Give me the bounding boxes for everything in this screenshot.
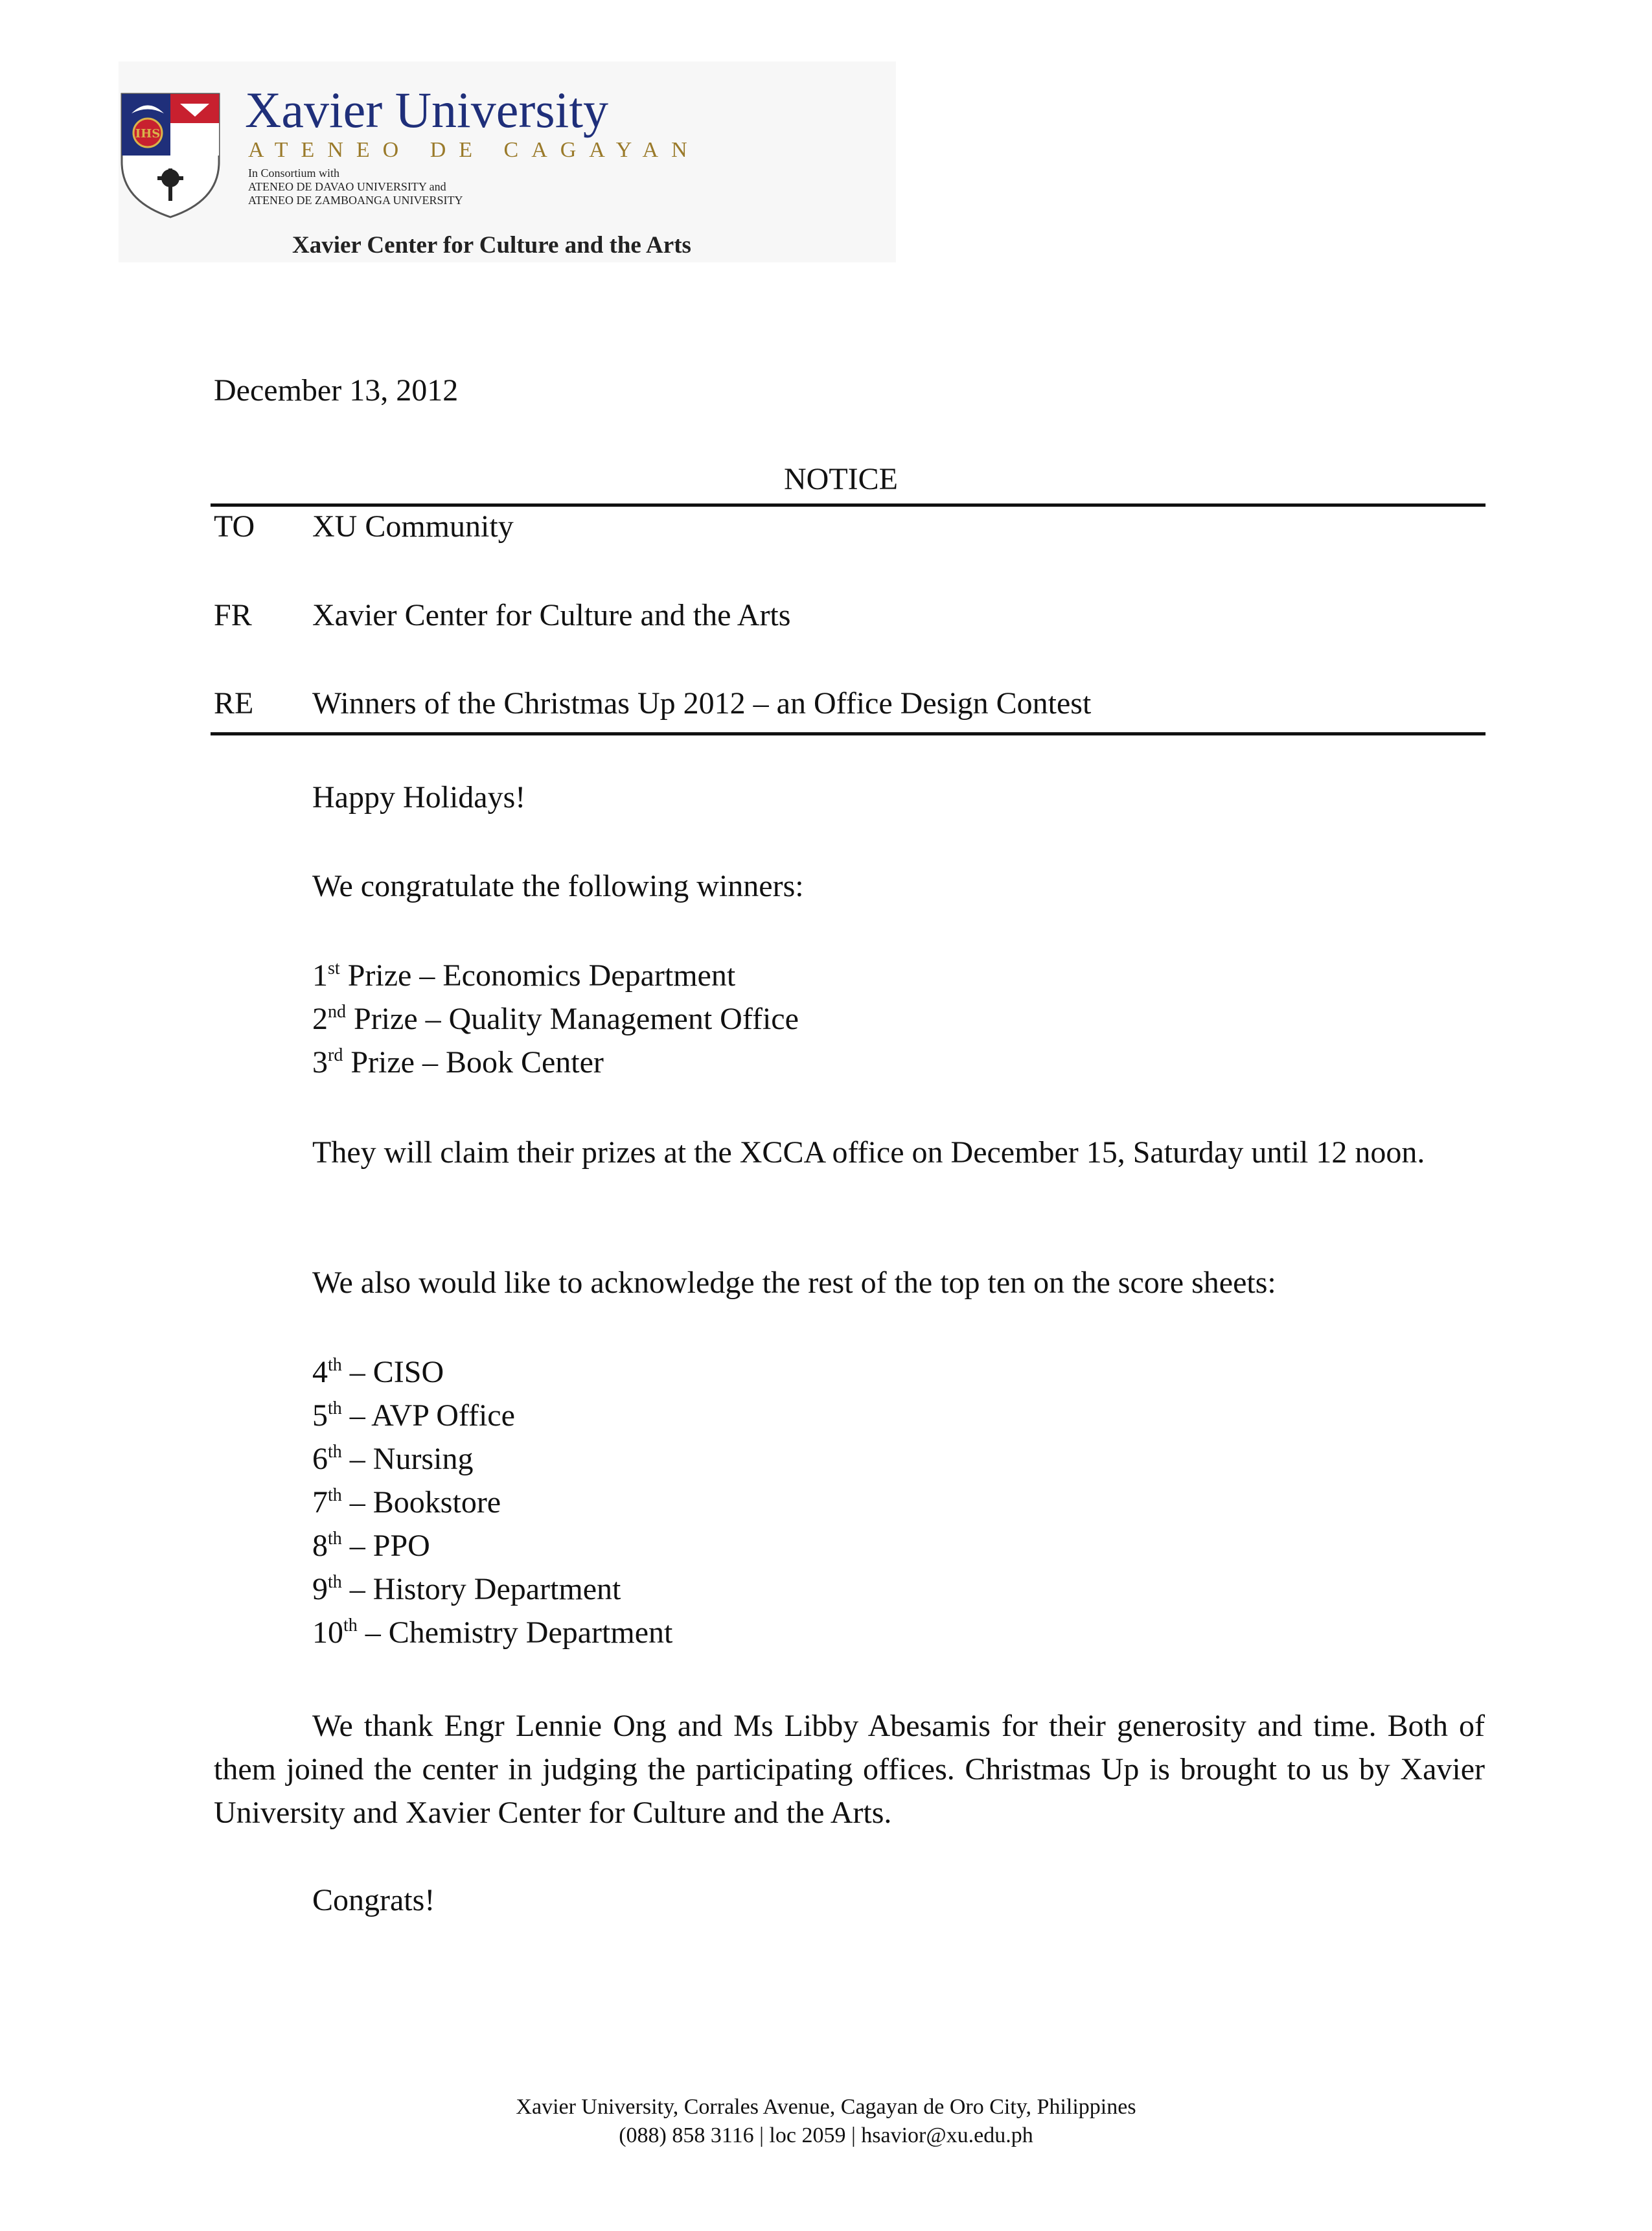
university-name: Xavier University (245, 82, 609, 138)
page-footer (0, 2093, 1652, 2150)
list-item: 1st Prize – Economics Department (312, 958, 736, 993)
letterhead (119, 62, 896, 262)
list-item: 8th – PPO (312, 1529, 430, 1563)
consortium-line: ATENEO DE DAVAO UNIVERSITY and (248, 180, 446, 193)
consortium-note (248, 167, 463, 207)
memo-value-to: XU Community (312, 509, 514, 544)
list-item: 9th – History Department (312, 1572, 621, 1606)
greeting: Happy Holidays! (312, 780, 526, 815)
svg-text:IHS: IHS (135, 127, 161, 141)
consortium-line: In Consortium with (248, 167, 340, 179)
memo-label-from: FR (214, 598, 252, 632)
list-item: 3rd Prize – Book Center (312, 1045, 604, 1080)
memo-label-to: TO (214, 509, 255, 544)
list-item: 10th – Chemistry Department (312, 1615, 673, 1650)
center-name: Xavier Center for Culture and the Arts (292, 232, 691, 259)
divider-bottom (211, 732, 1486, 735)
list-item: 7th – Bookstore (312, 1485, 501, 1520)
letter-date: December 13, 2012 (214, 373, 459, 408)
memo-value-re: Winners of the Christmas Up 2012 – an Office Design Contest (312, 686, 1092, 721)
memo-value-from: Xavier Center for Culture and the Arts (312, 598, 791, 632)
notice-title: NOTICE (784, 462, 898, 496)
list-item: 6th – Nursing (312, 1442, 474, 1476)
claim-paragraph: They will claim their prizes at the XCCA office on December 15, Saturday until 12 noon. (312, 1135, 1425, 1170)
list-item: 4th – CISO (312, 1355, 444, 1389)
acknowledge-intro: We also would like to acknowledge the rest of the top ten on the score sheets: (312, 1266, 1276, 1300)
memo-label-re: RE (214, 686, 254, 721)
closing: Congrats! (312, 1883, 435, 1917)
winners-list (312, 954, 799, 1084)
consortium-line: ATENEO DE ZAMBOANGA UNIVERSITY (248, 194, 463, 207)
university-subtitle: ATENEO DE CAGAYAN (248, 138, 700, 162)
list-item: 5th – AVP Office (312, 1398, 515, 1433)
thanks-paragraph: We thank Engr Lennie Ong and Ms Libby Abesamis for their generosity and time. Both of them joined the center in judging the participating offices. Christmas Up is brought to us by Xavier University and Xavier Center for Culture and the Arts. (214, 1709, 1485, 1830)
divider-top (211, 503, 1486, 507)
list-item: 2nd Prize – Quality Management Office (312, 1002, 799, 1036)
university-crest-logo (119, 91, 222, 220)
top-ten-list (312, 1350, 672, 1654)
footer-address: Xavier University, Corrales Avenue, Cagayan de Oro City, Philippines (516, 2095, 1136, 2119)
footer-contact: (088) 858 3116 | loc 2059 | hsavior@xu.edu.ph (619, 2123, 1033, 2147)
congrats-intro: We congratulate the following winners: (312, 869, 804, 903)
